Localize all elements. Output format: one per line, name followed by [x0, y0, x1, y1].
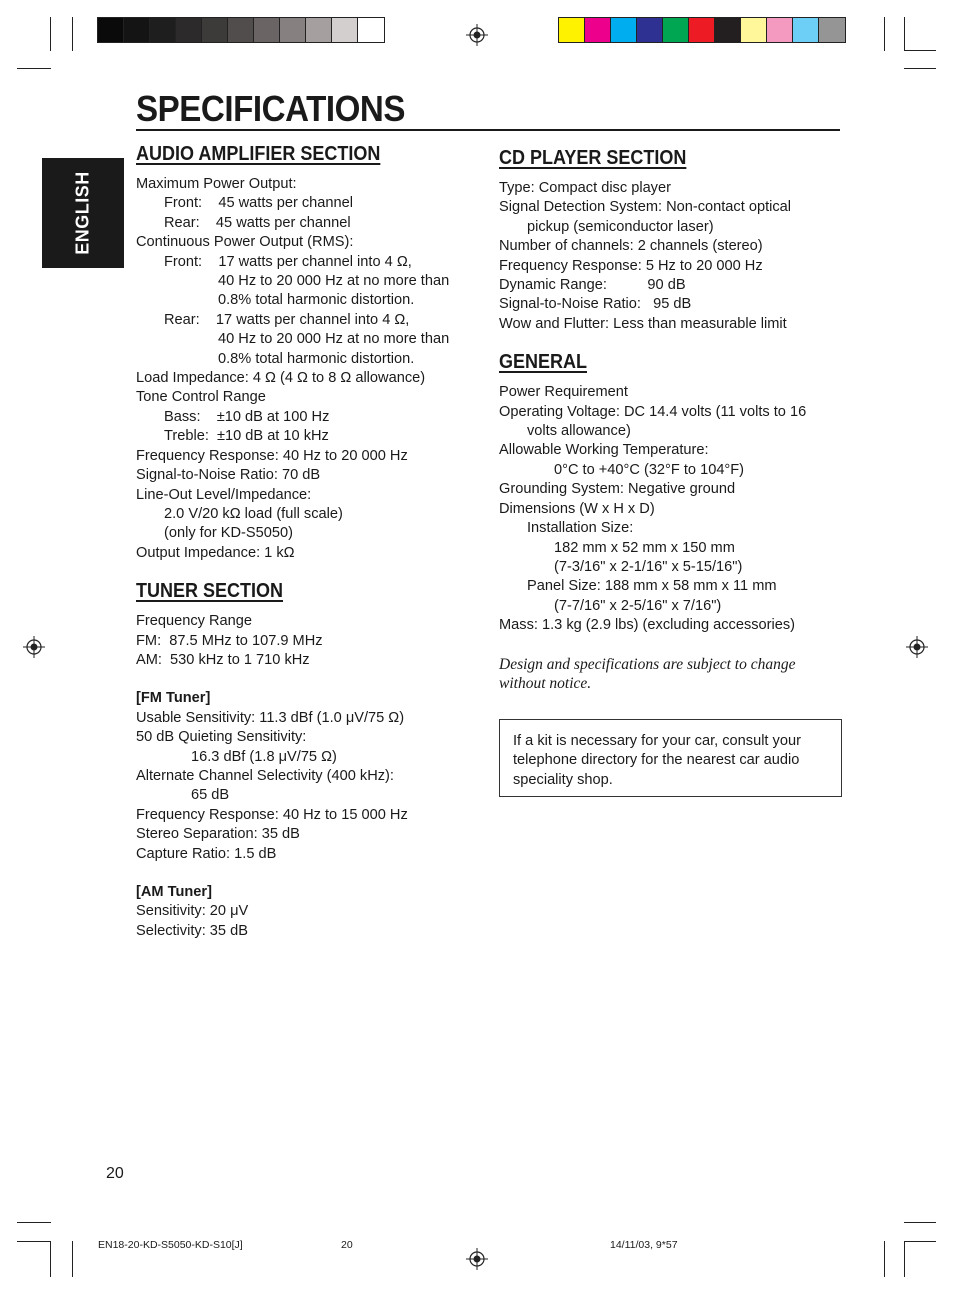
tuner-spec-list	[136, 612, 476, 670]
spec-line: Signal-to-Noise Ratio: 95 dB	[499, 296, 692, 313]
spec-line: 40 Hz to 20 000 Hz at no more than	[218, 273, 450, 290]
title-rule	[136, 129, 840, 131]
color-swatch	[202, 18, 228, 42]
color-swatch	[819, 18, 845, 42]
am-tuner-heading: [AM Tuner]	[136, 884, 212, 900]
spec-line: Operating Voltage: DC 14.4 volts (11 volts to 16	[499, 403, 807, 420]
fm-spec-list	[136, 709, 476, 864]
notice-text	[499, 655, 844, 694]
color-swatch	[280, 18, 306, 42]
spec-line: Frequency Range	[136, 613, 253, 630]
spec-line: FM: 87.5 MHz to 107.9 MHz	[136, 632, 323, 649]
crop-mark	[884, 17, 885, 51]
spec-line: pickup (semiconductor laser)	[527, 218, 714, 235]
color-swatch	[663, 18, 689, 42]
language-tab-label: ENGLISH	[72, 171, 93, 255]
color-swatch	[689, 18, 715, 42]
cd-spec-list	[499, 179, 844, 334]
color-swatch	[176, 18, 202, 42]
registration-mark-icon	[906, 636, 928, 658]
spec-line: Line-Out Level/Impedance:	[136, 486, 312, 503]
color-swatch	[228, 18, 254, 42]
spec-line: Allowable Working Temperature:	[499, 442, 709, 459]
color-swatch	[793, 18, 819, 42]
spec-line: Wow and Flutter: Less than measurable limit	[499, 315, 787, 332]
spec-line: (7-7/16" x 2-5/16" x 7/16")	[554, 597, 722, 614]
spec-line: Type: Compact disc player	[499, 180, 671, 196]
crop-mark	[50, 17, 51, 51]
color-swatch	[741, 18, 767, 42]
crop-mark	[904, 17, 905, 51]
grayscale-color-bar	[97, 17, 385, 43]
spec-line: Stereo Separation: 35 dB	[136, 826, 300, 843]
spec-line: Maximum Power Output:	[136, 176, 297, 192]
crop-mark	[904, 68, 936, 69]
spec-line: Grounding System: Negative ground	[499, 481, 736, 498]
spec-line: Dynamic Range: 90 dB	[499, 277, 686, 294]
spec-line: Front: 17 watts per channel into 4 Ω,	[164, 253, 412, 270]
spec-line: Signal-to-Noise Ratio: 70 dB	[136, 467, 321, 484]
crop-mark	[904, 50, 936, 51]
registration-mark-icon	[466, 24, 488, 46]
general-section-heading: GENERAL	[499, 351, 588, 374]
spec-line: volts allowance)	[527, 423, 631, 440]
spec-line: 65 dB	[191, 787, 230, 804]
kit-notice-text: If a kit is necessary for your car, consult your telephone directory for the nearest car audio speciality shop.	[513, 733, 801, 788]
spec-line: Rear: 45 watts per channel	[164, 214, 351, 231]
crop-mark	[50, 1241, 51, 1277]
color-swatch	[306, 18, 332, 42]
spec-line: Signal Detection System: Non-contact optical	[499, 199, 792, 216]
color-swatch	[767, 18, 793, 42]
page-title: SPECIFICATIONS	[136, 88, 405, 129]
color-swatch	[559, 18, 585, 42]
spec-line: Frequency Response: 40 Hz to 15 000 Hz	[136, 806, 408, 823]
color-swatch	[124, 18, 150, 42]
spec-line: 2.0 V/20 kΩ load (full scale)	[164, 505, 343, 522]
crop-mark	[72, 17, 73, 51]
spec-line: 16.3 dBf (1.8 μV/75 Ω)	[191, 748, 337, 765]
footer-file-id: EN18-20-KD-S5050-KD-S10[J]	[98, 1239, 243, 1251]
spec-line: Capture Ratio: 1.5 dB	[136, 845, 277, 862]
color-swatch	[585, 18, 611, 42]
spec-line: Power Requirement	[499, 384, 628, 401]
spec-line: Output Impedance: 1 kΩ	[136, 544, 295, 561]
color-swatch	[715, 18, 741, 42]
tuner-section-heading: TUNER SECTION	[136, 580, 284, 603]
crop-mark	[17, 1241, 51, 1242]
color-swatch	[637, 18, 663, 42]
color-swatch	[611, 18, 637, 42]
left-column	[136, 141, 476, 941]
cd-section-heading: CD PLAYER SECTION	[499, 147, 687, 169]
spec-line: Dimensions (W x H x D)	[499, 500, 655, 517]
color-swatch	[332, 18, 358, 42]
spec-line: Alternate Channel Selectivity (400 kHz):	[136, 767, 394, 784]
am-spec-list	[136, 902, 476, 941]
spec-line: 0°C to +40°C (32°F to 104°F)	[554, 461, 745, 478]
spec-line: Frequency Response: 5 Hz to 20 000 Hz	[499, 257, 763, 274]
spec-line: Frequency Response: 40 Hz to 20 000 Hz	[136, 447, 408, 464]
footer-page: 20	[341, 1239, 353, 1251]
spec-line: Rear: 17 watts per channel into 4 Ω,	[164, 311, 410, 328]
spec-line: Continuous Power Output (RMS):	[136, 234, 354, 251]
right-column	[499, 145, 844, 693]
audio-spec-list	[136, 175, 476, 563]
spec-line: Installation Size:	[527, 520, 634, 537]
color-swatch	[254, 18, 280, 42]
process-color-bar	[558, 17, 846, 43]
spec-line: 182 mm x 52 mm x 150 mm	[554, 539, 735, 556]
spec-line: 40 Hz to 20 000 Hz at no more than	[218, 331, 450, 348]
spec-line: Tone Control Range	[136, 389, 266, 406]
spec-line: 50 dB Quieting Sensitivity:	[136, 729, 307, 746]
page-number: 20	[106, 1165, 124, 1182]
color-swatch	[358, 18, 384, 42]
spec-line: Front: 45 watts per channel	[164, 195, 354, 212]
color-swatch	[98, 18, 124, 42]
spec-line: Bass: ±10 dB at 100 Hz	[164, 408, 330, 425]
spec-line: AM: 530 kHz to 1 710 kHz	[136, 651, 310, 668]
spec-line: Mass: 1.3 kg (2.9 lbs) (excluding accessories)	[499, 617, 796, 634]
spec-line: (only for KD-S5050)	[164, 525, 293, 542]
crop-mark	[884, 1241, 885, 1277]
spec-line: 0.8% total harmonic distortion.	[218, 350, 415, 367]
audio-section-heading: AUDIO AMPLIFIER SECTION	[136, 143, 381, 165]
crop-mark	[17, 68, 51, 69]
crop-mark	[72, 1241, 73, 1277]
color-swatch	[150, 18, 176, 42]
crop-mark	[904, 1241, 905, 1277]
spec-line: 0.8% total harmonic distortion.	[218, 292, 415, 309]
spec-line: Selectivity: 35 dB	[136, 922, 248, 939]
kit-notice-box	[499, 719, 842, 797]
notice-line: without notice.	[499, 674, 592, 692]
spec-line: Sensitivity: 20 μV	[136, 903, 249, 920]
spec-line: (7-3/16" x 2-1/16" x 5-15/16")	[554, 558, 743, 575]
spec-line: Usable Sensitivity: 11.3 dBf (1.0 μV/75 Ω)	[136, 709, 405, 726]
crop-mark	[904, 1222, 936, 1223]
spec-line: Number of channels: 2 channels (stereo)	[499, 238, 763, 255]
general-spec-list	[499, 383, 844, 635]
crop-mark	[17, 1222, 51, 1223]
registration-mark-icon	[466, 1248, 488, 1270]
notice-line: Design and specifications are subject to change	[499, 655, 796, 673]
spec-line: Load Impedance: 4 Ω (4 Ω to 8 Ω allowance)	[136, 370, 426, 387]
spec-line: Panel Size: 188 mm x 58 mm x 11 mm	[527, 578, 777, 595]
fm-tuner-heading: [FM Tuner]	[136, 690, 211, 707]
registration-mark-icon	[23, 636, 45, 658]
crop-mark	[904, 1241, 936, 1242]
language-tab	[42, 158, 124, 268]
footer-timestamp: 14/11/03, 9*57	[610, 1239, 678, 1251]
spec-line: Treble: ±10 dB at 10 kHz	[164, 428, 329, 445]
